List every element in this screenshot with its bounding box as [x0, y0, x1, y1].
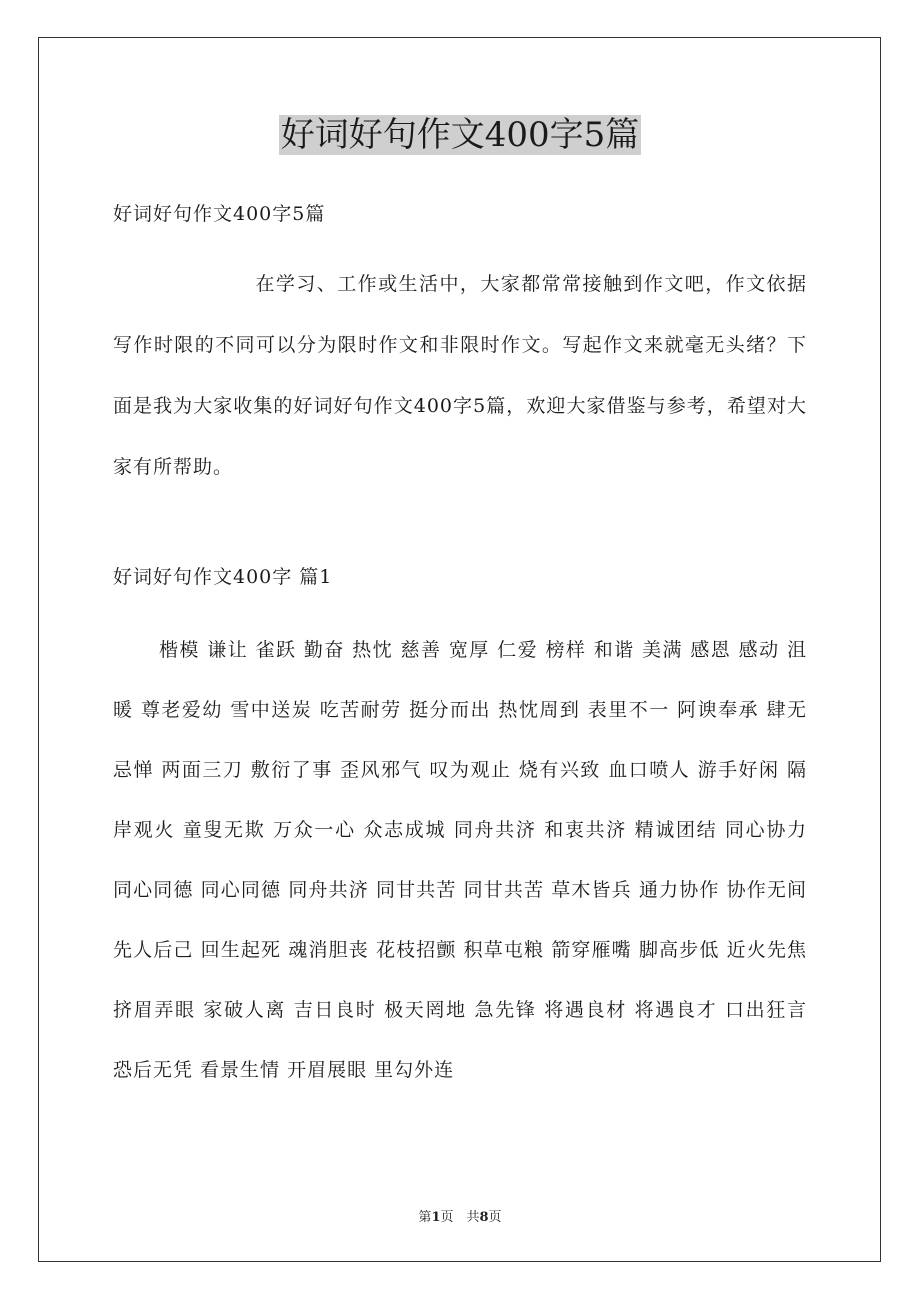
footer-suffix: 页	[488, 1210, 502, 1225]
document-title	[0, 112, 920, 158]
section-body: 楷模 谦让 雀跃 勤奋 热忱 慈善 宽厚 仁爱 榜样 和谐 美满 感恩 感动 沮暖 尊老爱幼 雪中送炭 吃苦耐劳 挺分而出 热忱周到 表里不一 阿谀奉承 肆无忌惮 两面三刀 敷衍了事 歪风邪气 叹为观止 烧有兴致 血口喷人 游手好闲 隔岸观火 童叟无欺 万众一心 众志成城 同舟共济 和衷共济 精诚团结 同心协力 同心同德 同心同德 同舟共济 同甘共苦 同甘共苦 草木皆兵 通力协作 协作无间 先人后己 回生起死 魂消胆丧 花枝招颤 积草屯粮 箭穿雁嘴 脚高步低 近火先焦 挤眉弄眼 家破人离 吉日良时 极天罔地 急先锋 将遇良材 将遇良才 口出狂言 恐后无凭 看景生情 开眉展眼 里勾外连	[113, 639, 807, 1081]
footer-middle: 页 共	[440, 1210, 480, 1225]
document-subtitle: 好词好句作文400字5篇	[113, 203, 326, 225]
page-footer	[0, 1206, 920, 1225]
section-heading: 好词好句作文400字 篇1	[113, 566, 333, 588]
footer-current-page: 1	[431, 1210, 441, 1225]
footer-total-pages: 8	[479, 1210, 489, 1225]
document-title-text: 好词好句作文400字5篇	[280, 115, 640, 155]
intro-text: 在学习、工作或生活中，大家都常常接触到作文吧，作文依据写作时限的不同可以分为限时作文和非限时作文。写起作文来就毫无头绪？下面是我为大家收集的好词好句作文400字5篇，欢迎大家借鉴与参考，希望对大家有所帮助。	[113, 273, 807, 478]
footer-prefix: 第	[418, 1210, 432, 1225]
intro-paragraph	[113, 254, 807, 498]
